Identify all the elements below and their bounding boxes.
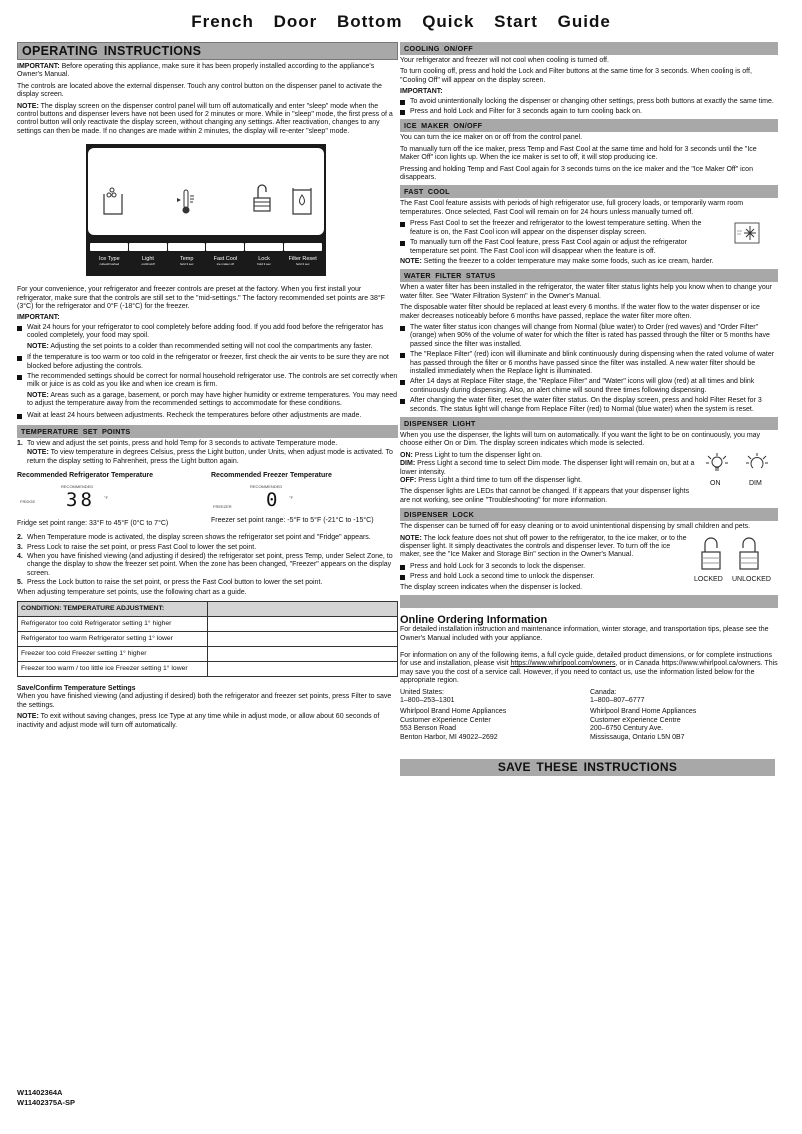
fast-cool-header: FAST COOL [400, 185, 778, 198]
list-item: If the temperature is too warm or too cold in the refrigerator or freezer, first check the air vents to be sure they are not blocked before adjusting the controls. [17, 354, 398, 371]
table-row [18, 632, 398, 647]
fast-cool-icon [734, 222, 760, 244]
step-number: 1. [17, 439, 23, 447]
ice-maker-section [400, 134, 778, 182]
paragraph: Your refrigerator and freezer will not cool when cooling is turned off. [400, 57, 609, 64]
water-filter-icon [291, 186, 313, 216]
table-row [18, 662, 398, 677]
list-item: Wait 24 hours for your refrigerator to cool completely before adding food. If you add food before the refrigerator has cooled completely, your food may spoil. [17, 324, 398, 341]
table-cell: Freezer too cold Freezer setting 1° higher [18, 647, 208, 662]
important-label: IMPORTANT: [17, 63, 60, 70]
list-item: Wait at least 24 hours between adjustments. Recheck the temperatures before other adjustments are made. [17, 412, 398, 420]
note-text: To exit without saving changes, press Ice Type at any time while in adjust mode, or allow about 60 seconds of inactivity and adjust mode will turn off automatically. [17, 713, 380, 729]
step-item: 4. When you have finished viewing (and adjusting if desired) the refrigerator set point, press Temp, under Select Zone, to change the display to show the freezer set point. When the zone has been changed, "Freezer" appears on the display screen. [17, 552, 393, 577]
filter-reset-button[interactable] [284, 243, 322, 251]
note-text: The lock feature does not shut off power to the refrigerator, to the ice maker, or to the dispenser light. It simply deactivates the controls and dispenser lever. To turn off the ice maker, see the "Ice Maker and Storage Bin" section in the Owner's Manual. [400, 534, 687, 559]
note-label: NOTE: [27, 449, 49, 457]
panel-label: Ice Type cubed/crushed [98, 256, 120, 267]
control-buttons-row [90, 243, 322, 251]
fridge-range: Fridge set point range: 33°F to 45°F (0°C to 7°C) [17, 520, 169, 528]
list-item: To manually turn off the Fast Cool feature, press Fast Cool again or adjust the refrigerator temperature set point. The Fast Cool icon will disappear when the feature is off. [400, 239, 720, 256]
temp-button[interactable] [168, 243, 206, 251]
freezer-temp-title: Recommended Freezer Temperature [211, 472, 332, 480]
cooling-section [400, 57, 778, 116]
online-ordering-section [400, 614, 778, 745]
note-text: To view temperature in degrees Celsius, press the Light button, under Units, when adjust mode is activated. To return the display setting to Fahrenheit, press the Light button again. [27, 449, 393, 465]
unit-label: °F [289, 495, 294, 501]
factory-settings-section [17, 286, 398, 420]
freezer-range: Freezer set point range: -5°F to 5°F (-21°C to -15°C) [211, 517, 374, 525]
panel-label: Temp hold 3 sec [179, 256, 194, 267]
table-row [18, 647, 398, 662]
panel-label: Filter Reset hold 3 sec [288, 256, 317, 267]
list-item: Press Fast Cool to set the freezer and refrigerator to the lowest temperature setting. When the feature is on, the Fast Cool icon will appear on the dispenser display screen. [400, 220, 720, 237]
note-label: NOTE: [17, 713, 39, 721]
dispenser-lock-header: DISPENSER LOCK [400, 508, 778, 521]
right-column [400, 42, 778, 778]
list-item: To avoid unintentionally locking the dispenser or changing other settings, press both buttons at exactly the same time. [400, 98, 778, 106]
display-screen [88, 148, 324, 235]
paragraph: When you use the dispenser, the lights will turn on automatically. If you want the light to be on continuously, you may choose either On or Dim. The display screen indicates which mode is selected. [400, 432, 761, 448]
unlocked-label: UNLOCKED [732, 576, 771, 584]
note-label: NOTE: [400, 534, 422, 542]
dispenser-light-section [400, 432, 778, 505]
lock-button[interactable] [245, 243, 283, 251]
recommended-temperatures [17, 472, 398, 534]
locked-label: LOCKED [694, 576, 723, 584]
dispenser-light-header: DISPENSER LIGHT [400, 417, 778, 430]
paragraph: To turn cooling off, press and hold the Lock and Filter buttons at the same time for 3 seconds. When cooling is off, "Cooling Off" will appear on the display screen. [400, 68, 752, 84]
ice-maker-header: ICE MAKER ON/OFF [400, 119, 778, 132]
whirlpool-us-link[interactable]: https://www.whirlpool.com/owners [510, 660, 616, 668]
paragraph: To manually turn off the ice maker, press Temp and Fast Cool at the same time and hold for 3 seconds until the "Ice Maker Off" icon lights up. When the ice maker is set to off, it will stop producing ice. [400, 145, 757, 162]
paragraph: You can turn the ice maker on or off from the control panel. [400, 134, 583, 142]
save-confirm-title: Save/Confirm Temperature Settings [17, 685, 136, 692]
step-item: 3. Press Lock to raise the set point, or press Fast Cool to lower the set point. [17, 543, 257, 551]
important-label: IMPORTANT: [17, 314, 60, 322]
control-button-labels [90, 256, 322, 266]
note-label: NOTE: [400, 257, 422, 265]
fridge-label: FRIDGE [20, 499, 36, 505]
dim-icon-label: DIM [749, 480, 762, 487]
recommended-label: RECOMMENDED [61, 484, 94, 490]
save-these-instructions-banner: SAVE THESE INSTRUCTIONS [400, 759, 775, 776]
table-row [18, 617, 398, 632]
paragraph: , or in Canada https://www.whirlpool.ca/owners. This may save you the cost of a service call. However, if you need to contact us, use the information listed below for the appropriate region. [400, 660, 778, 685]
list-item: The recommended settings should be correct for normal household refrigerator use. The controls are set correctly when milk or juice is as cold as you like and when ice cream is firm. [17, 373, 398, 390]
paragraph: The disposable water filter should be replaced at least every 6 months. If the water flow to the water dispenser or ice maker decreases noticeably before 6 months have passed, replace the water filter more often. [400, 304, 760, 320]
note-text: Areas such as a garage, basement, or porch may have higher humidity or extreme temperatures. You may need to adjust the temperature away from the recommended settings to accommodate for these conditions. [27, 391, 398, 408]
table-header-cell [208, 602, 398, 617]
important-text: Before operating this appliance, make sure it has been properly installed according to the appliance's Owner's Manual. [17, 63, 375, 79]
paragraph: When a water filter has been installed in the refrigerator, the water filter status lights help you know when to change your water filter. See "Water Filtration System" in the Owner's Manual. [400, 284, 772, 300]
part-number: W11402364A [17, 1088, 63, 1097]
list-item: Press and hold Lock and Filter for 3 seconds again to turn cooling back on. [400, 108, 778, 116]
list-item: The water filter status icon changes will change from Normal (blue water) to Order (red waves) and "Order Filter" (orange) when 90% of the volume of water for which the filter is rated has passed through the filter or 5 months have passed since the filter was installed. [400, 324, 778, 349]
fridge-temp-title: Recommended Refrigerator Temperature [17, 472, 154, 480]
dispenser-lock-section [400, 523, 778, 592]
table-header-row [18, 602, 398, 617]
set-points-step1 [17, 440, 398, 466]
on-label: ON: [400, 451, 413, 459]
set-points-steps [17, 534, 398, 597]
light-button[interactable] [129, 243, 167, 251]
save-confirm-text: When you have finished viewing (and adjusting if desired) both the refrigerator and freezer set points, press Filter to save the settings. [17, 693, 392, 709]
note-text: The display screen on the dispenser control panel will turn off automatically and enter "sleep" mode when the control buttons and dispenser levers have not been used for 2 minutes or more. While in "sleep" mode, the first press of a control button will only reactivate the display screen, without changing any settings. After reactivation, changes to any settings can then be made. If no changes are made within 2 minutes, the display will re-enter "sleep" mode. [17, 102, 393, 135]
table-cell: Refrigerator too warm Refrigerator setting 1° lower [18, 632, 208, 647]
page-title: French Door Bottom Quick Start Guide [191, 12, 611, 31]
fridge-temp-display: 38 [66, 489, 95, 512]
fast-cool-section [400, 200, 778, 266]
left-column [17, 42, 398, 733]
important-label: IMPORTANT: [400, 88, 443, 96]
part-numbers [17, 1088, 75, 1108]
convenience-text: For your convenience, your refrigerator and freezer controls are preset at the factory. When you first install your refrigerator, make sure that the controls are still set to the "mid-settings." The factory recommended set points are 38°F (3°C) for the refrigerator and 0°F (-18°C) for the freezer. [17, 286, 385, 311]
table-cell: Freezer too warm / too little ice Freezer setting 1° lower [18, 662, 208, 677]
paragraph: For information on any of the following items, a full cycle guide, detailed product dimensions, or for complete instructions for use and installation, please visit [400, 651, 772, 668]
water-filter-header: WATER FILTER STATUS [400, 269, 778, 282]
on-icon-label: ON [710, 480, 721, 487]
on-text: Press Light to turn the dispenser light on. [412, 451, 543, 459]
temperature-set-points-header: TEMPERATURE SET POINTS [17, 425, 398, 438]
list-item: Press and hold Lock for 3 seconds to lock the dispenser. [400, 563, 690, 571]
fast-cool-button[interactable] [206, 243, 244, 251]
save-confirm-section [17, 685, 398, 730]
control-panel-illustration [86, 144, 326, 276]
canada-contact: Canada: 1–800–807–6777 Whirlpool Brand Home Appliances Customer eXperience Centre 200–6750 Century Ave. Mississauga, Ontario L5N 0B7 [590, 688, 697, 741]
step-item: 2. When Temperature mode is activated, the display screen shows the refrigerator set point and "Fridge" appears. [17, 534, 371, 542]
cooling-header: COOLING ON/OFF [400, 42, 778, 55]
panel-label: Fast Cool ice maker off [213, 256, 238, 267]
note-label: NOTE: [27, 391, 49, 399]
off-text: Press Light a third time to turn off the dispenser light. [416, 477, 582, 485]
step-text: To view and adjust the set points, press and hold Temp for 3 seconds to activate Temperature mode. [27, 439, 338, 447]
unit-label: °F [104, 495, 109, 501]
list-item: After 14 days at Replace Filter stage, the "Replace Filter" and "Water" icons will glow (red) at all times and blink continuously during dispensing. Also, an alert chime will sound three times following dispensing. [400, 378, 778, 395]
part-number: W11402375A-SP [17, 1098, 75, 1107]
water-filter-section [400, 284, 778, 414]
light-on-icon [705, 452, 729, 476]
list-item: Press and hold Lock a second time to unlock the dispenser. [400, 573, 690, 581]
online-ordering-title: Online Ordering Information [400, 614, 548, 627]
paragraph: Pressing and holding Temp and Fast Cool again for 3 seconds turns on the ice maker and the "Ice Maker Off" icon disappears. [400, 165, 753, 182]
ice-type-icon [102, 186, 124, 216]
thermometer-icon [175, 188, 197, 216]
ice-type-button[interactable] [90, 243, 128, 251]
controls-text: The controls are located above the external dispenser. Touch any control button on the dispenser panel to activate the display screen. [17, 82, 382, 99]
recommended-label: RECOMMENDED [250, 484, 283, 490]
list-item: After changing the water filter, reset the water filter status. On the display screen, press and hold Filter Reset for 3 seconds. The status light will change from Replace Filter (red) to Normal (blue water) when the system is reset. [400, 397, 778, 414]
locked-icon [700, 536, 722, 572]
unlocked-icon [738, 536, 760, 572]
table-header-cell: CONDITION: TEMPERATURE ADJUSTMENT: [18, 602, 208, 617]
paragraph: The display screen indicates when the dispenser is locked. [400, 583, 583, 591]
note-text: Adjusting the set points to a colder than recommended setting will not cool the compartments any faster. [48, 342, 373, 350]
panel-label: Lock hold 3 sec [257, 256, 271, 267]
light-dim-icon [745, 452, 769, 476]
unlocked-icon [252, 184, 272, 214]
operating-instructions-header: OPERATING INSTRUCTIONS [17, 42, 398, 60]
off-label: OFF: [400, 477, 417, 485]
table-cell: Refrigerator too cold Refrigerator setting 1° higher [18, 617, 208, 632]
dim-label: DIM: [400, 460, 416, 468]
paragraph: The dispenser lights are LEDs that cannot be changed. If it appears that your dispenser lights are not working, see online "Troubleshooting" for more information. [400, 488, 690, 504]
note-text: Setting the freezer to a colder temperature may make some foods, such as ice cream, harder. [421, 257, 714, 265]
panel-label: Light on/dim/off [141, 256, 155, 267]
paragraph: The Fast Cool feature assists with periods of high refrigerator use, full grocery loads, or temporarily warm room temperatures. Once selected, Fast Cool will remain on for 24 hours unless manually turned off. [400, 200, 744, 216]
guide-text: When adjusting temperature set points, use the following chart as a guide. [17, 588, 247, 596]
temperature-adjustment-table [17, 601, 398, 677]
paragraph: For detailed installation instruction and maintenance information, winter storage, and transportation tips, please see the Owner's Manual included with your appliance. [400, 626, 769, 642]
divider-bar [400, 595, 778, 608]
note-label: NOTE: [27, 342, 49, 350]
freezer-temp-display: 0 [266, 489, 281, 512]
note-label: NOTE: [17, 102, 39, 110]
us-contact: United States: 1–800–253–1301 Whirlpool Brand Home Appliances Customer eXperience Center 553 Benson Road Benton Harbor, MI 49022–2692 [400, 688, 507, 741]
step-item: 5. Press the Lock button to raise the set point, or press the Fast Cool button to lower the set point. [17, 579, 323, 587]
dim-text: Press Light a second time to select Dim mode. The dispenser light will remain on, but at a lower intensity. [400, 460, 695, 476]
list-item: The "Replace Filter" (red) icon will illuminate and blink continuously during dispensing when the rated volume of water has passed through the filter or 6 months have passed since the filter was installed. A new water filter should be installed immediately when the Replace light is illuminated. [400, 351, 778, 376]
operating-intro [17, 63, 398, 136]
freezer-label: FREEZER [213, 504, 232, 510]
paragraph: The dispenser can be turned off for easy cleaning or to avoid unintentional dispensing by small children and pets. [400, 523, 751, 531]
